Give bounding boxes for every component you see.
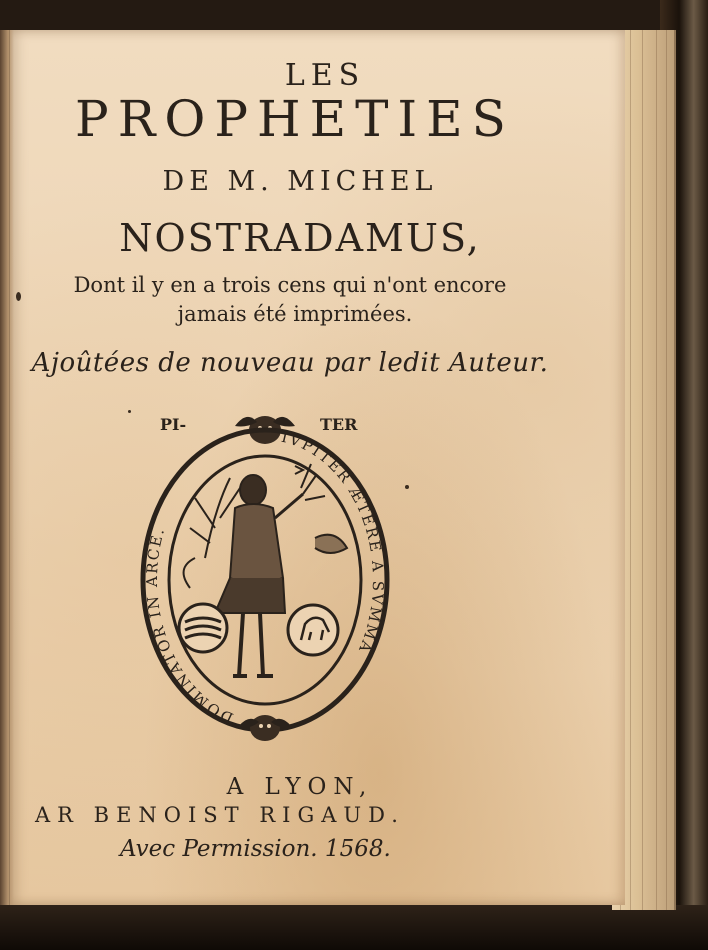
title-page [10, 30, 625, 905]
page-binding-edge [0, 30, 14, 905]
imprint-permission-date: Avec Permission. 1568. [120, 836, 391, 862]
title-propheties: PROPHETIES [75, 90, 515, 148]
ink-fleck [16, 292, 21, 301]
device-label-left: PI- [160, 415, 187, 434]
left-medallion-icon [179, 604, 227, 652]
subtitle-line-1: Dont il y en a trois cens qui n'ont encore [73, 273, 507, 297]
ink-fleck [128, 410, 131, 413]
imprint-place: A LYON, [226, 774, 374, 800]
subtitle-line-2: jamais été imprimées. [177, 302, 413, 326]
addition-note: Ajoûtées de nouveau par ledit Auteur. [31, 348, 549, 378]
printer-device [135, 408, 395, 753]
author-name: NOSTRADAMUS, [119, 216, 481, 260]
printer-device-woodcut [135, 408, 395, 753]
imprint-printer: AR BENOIST RIGAUD. [35, 803, 405, 827]
device-label-right: TER [320, 415, 358, 434]
device-ring-text-right: IVPITER ÆTERE A SVMMA [279, 427, 388, 657]
device-ring-text-left: DOMINATOR IN ARCE. [143, 524, 237, 728]
background-bottom [0, 905, 708, 950]
right-medallion-icon [288, 605, 338, 655]
author-prefix: DE M. MICHEL [162, 166, 438, 197]
ink-fleck [405, 485, 409, 489]
title-les: LES [284, 58, 366, 93]
